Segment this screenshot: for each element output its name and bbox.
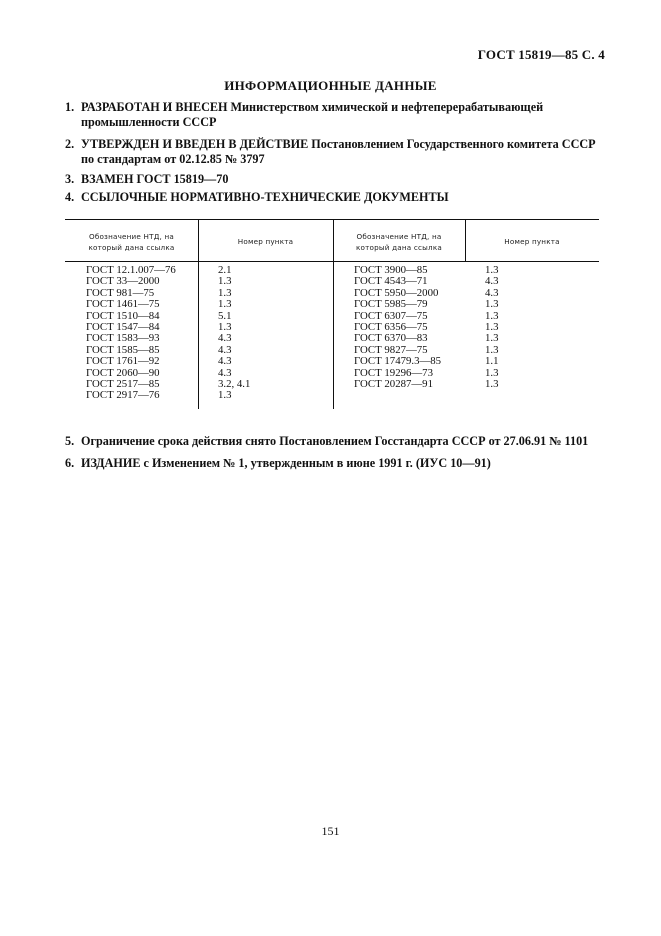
info-item-4 (65, 190, 605, 205)
clause-number-cell: 1.1 (485, 355, 499, 368)
reference-document-cell: ГОСТ 1585—85 (86, 343, 160, 356)
info-item-2 (65, 137, 605, 167)
reference-document-cell: ГОСТ 1547—84 (86, 320, 160, 333)
item-lead: УТВЕРЖДЕН И ВВЕДЕН В ДЕЙСТВИЕ (81, 137, 309, 151)
item-number: 6. (65, 456, 75, 470)
reference-documents-table (65, 219, 599, 409)
clause-number-cell: 1.3 (218, 275, 232, 288)
column-header-clause-left: Номер пункта (237, 237, 294, 246)
reference-document-cell: ГОСТ 20287—91 (354, 377, 433, 390)
reference-document-cell: ГОСТ 6370—83 (354, 332, 428, 345)
column-clause-left (218, 265, 250, 402)
clause-number-cell: 1.3 (485, 298, 499, 311)
reference-document-cell: ГОСТ 1461—75 (86, 298, 160, 311)
reference-document-cell: ГОСТ 2060—90 (86, 366, 160, 379)
header-line: который дана ссылка (356, 243, 442, 252)
clause-number-cell: 1.3 (485, 332, 499, 345)
clause-number-cell: 4.3 (218, 343, 232, 356)
clause-number-cell: 3.2, 4.1 (218, 377, 251, 390)
item-number: 2. (65, 137, 75, 151)
item-lead: РАЗРАБОТАН И ВНЕСЕН (81, 100, 228, 114)
reference-document-cell: ГОСТ 33—2000 (86, 275, 160, 288)
clause-number-cell: 1.3 (485, 264, 499, 276)
item-number: 5. (65, 434, 75, 448)
table-top-rule (65, 219, 599, 220)
column-header-doc-right (333, 231, 465, 253)
column-header-doc-left (65, 231, 198, 253)
header-line: который дана ссылка (88, 243, 175, 252)
item-lead: Ограничение срока действия снято Постановлением Госстандарта СССР от 27.06.91 № 1101 (81, 434, 589, 448)
reference-document-cell: ГОСТ 17479.3—85 (354, 355, 442, 368)
page-number: 151 (321, 824, 340, 838)
item-number: 1. (65, 100, 75, 114)
clause-number-cell: 1.3 (218, 286, 232, 299)
item-lead: ИЗДАНИЕ с Изменением № 1, утвержденным в июне 1991 г. (ИУС 10—91) (81, 456, 491, 470)
column-doc-right (354, 265, 441, 390)
item-text: Министерством химической и нефтеперерабатывающей промышленности СССР (81, 100, 544, 129)
table-column-divider (198, 219, 199, 409)
header-line: Обозначение НТД, на (356, 232, 442, 241)
reference-document-cell: ГОСТ 19296—73 (354, 366, 433, 379)
clause-number-cell: 4.3 (218, 366, 232, 379)
clause-number-cell: 1.3 (218, 389, 232, 402)
clause-number-cell: 4.3 (485, 275, 499, 288)
page-title: ИНФОРМАЦИОННЫЕ ДАННЫЕ (224, 78, 437, 93)
reference-document-cell: ГОСТ 981—75 (86, 286, 155, 299)
reference-document-cell: ГОСТ 5985—79 (354, 298, 428, 311)
clause-number-cell: 1.3 (485, 377, 499, 390)
clause-number-cell: 1.3 (218, 298, 232, 311)
clause-number-cell: 4.3 (485, 286, 499, 299)
item-lead: ССЫЛОЧНЫЕ НОРМАТИВНО-ТЕХНИЧЕСКИЕ ДОКУМЕНТЫ (81, 190, 449, 204)
reference-document-cell: ГОСТ 3900—85 (354, 264, 428, 276)
reference-document-cell: ГОСТ 2917—76 (86, 389, 160, 402)
clause-number-cell: 1.3 (485, 309, 499, 322)
clause-number-cell: 1.3 (485, 320, 499, 333)
clause-number-cell: 1.3 (218, 320, 232, 333)
reference-document-cell: ГОСТ 4543—71 (354, 275, 428, 288)
clause-number-cell: 4.3 (218, 355, 232, 368)
clause-number-cell: 1.3 (485, 366, 499, 379)
clause-number-cell: 1.3 (485, 343, 499, 356)
column-clause-right (485, 265, 499, 390)
reference-document-cell: ГОСТ 12.1.007—76 (86, 264, 176, 276)
reference-document-cell: ГОСТ 2517—85 (86, 377, 160, 390)
info-item-1 (65, 100, 605, 130)
reference-document-cell: ГОСТ 5950—2000 (354, 286, 439, 299)
reference-document-cell: ГОСТ 1761—92 (86, 355, 160, 368)
column-doc-left (86, 265, 176, 402)
standard-code-header: ГОСТ 15819—85 С. 4 (477, 47, 605, 62)
reference-document-cell: ГОСТ 1510—84 (86, 309, 160, 322)
reference-document-cell: ГОСТ 9827—75 (354, 343, 428, 356)
item-number: 3. (65, 172, 75, 186)
info-item-5 (65, 434, 605, 449)
column-header-clause-right: Номер пункта (504, 237, 560, 246)
reference-document-cell: ГОСТ 1583—93 (86, 332, 160, 345)
clause-number-cell: 2.1 (218, 264, 232, 276)
info-item-3 (65, 172, 605, 187)
item-number: 4. (65, 190, 75, 204)
header-line: Обозначение НТД, на (88, 232, 175, 241)
clause-number-cell: 5.1 (218, 309, 232, 322)
item-text: Постановлением Государственного комитета СССР по стандартам от 02.12.85 № 3797 (81, 137, 596, 166)
table-header-rule (65, 261, 599, 262)
clause-number-cell: 4.3 (218, 332, 232, 345)
info-item-6 (65, 456, 605, 471)
item-lead: ВЗАМЕН ГОСТ 15819—70 (81, 172, 229, 186)
reference-document-cell: ГОСТ 6307—75 (354, 309, 428, 322)
reference-document-cell: ГОСТ 6356—75 (354, 320, 428, 333)
